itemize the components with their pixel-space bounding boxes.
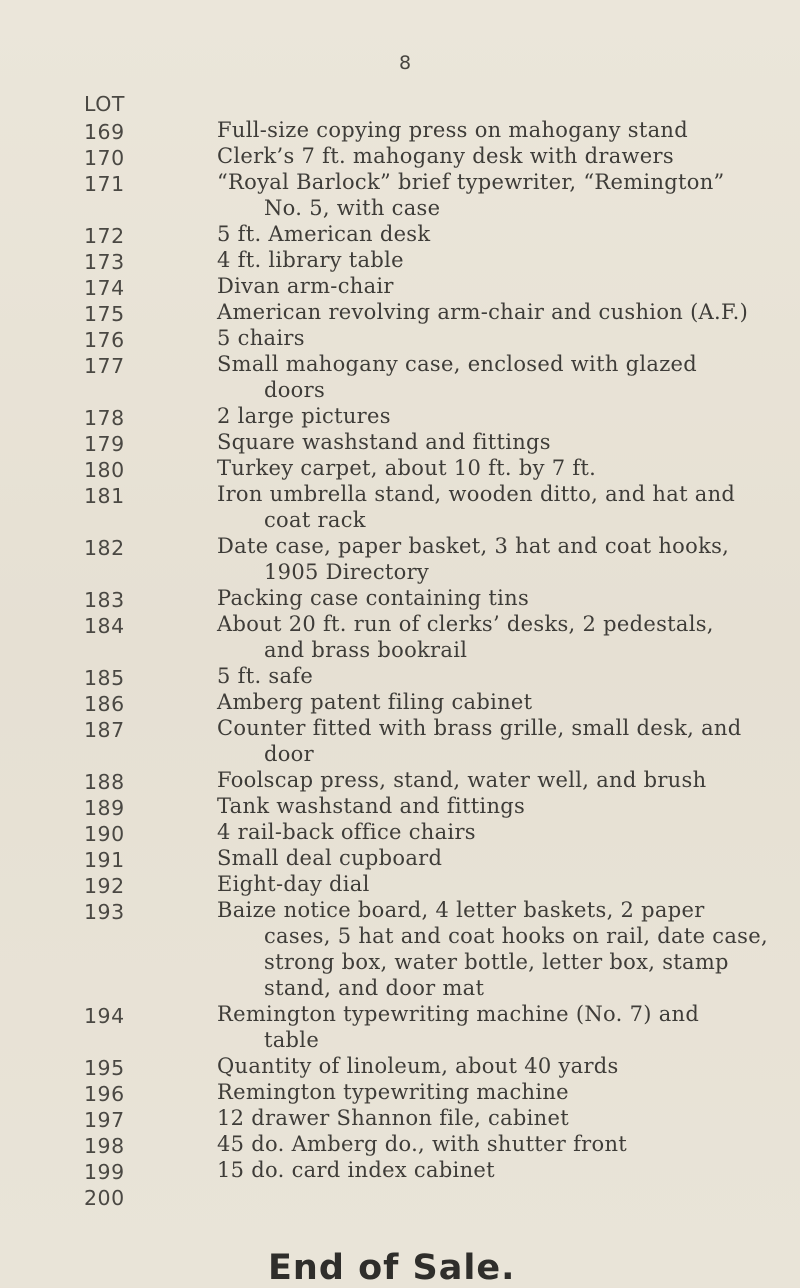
item-line: and brass bookrail xyxy=(264,638,468,662)
lot-number: 193 xyxy=(84,900,125,924)
item-line: 4 rail-back office chairs xyxy=(217,820,476,844)
item-line: 1905 Directory xyxy=(264,560,430,584)
item-line: stand, and door mat xyxy=(264,976,485,1000)
lot-number: 172 xyxy=(84,224,125,248)
lot-number: 177 xyxy=(84,354,125,378)
item-line: Full-size copying press on mahogany stand xyxy=(217,118,688,142)
lot-number: 171 xyxy=(84,172,125,196)
lot-number: 190 xyxy=(84,822,125,846)
item-line: Quantity of linoleum, about 40 yards xyxy=(217,1054,619,1078)
lot-number: 195 xyxy=(84,1056,125,1080)
item-line: doors xyxy=(264,378,326,402)
item-line: No. 5, with case xyxy=(264,196,441,220)
lot-number: 192 xyxy=(84,874,125,898)
item-line: 15 do. card index cabinet xyxy=(217,1158,495,1182)
item-line: Counter fitted with brass grille, small desk, and xyxy=(217,716,742,740)
lot-number: 182 xyxy=(84,536,125,560)
lot-number: 188 xyxy=(84,770,125,794)
item-line: Foolscap press, stand, water well, and brush xyxy=(217,768,707,792)
item-line: About 20 ft. run of clerks’ desks, 2 pedestals, xyxy=(217,612,714,636)
item-line: 2 large pictures xyxy=(217,404,391,428)
lot-number: 186 xyxy=(84,692,125,716)
item-line: 5 ft. safe xyxy=(217,664,314,688)
lot-number: 179 xyxy=(84,432,125,456)
item-line: Iron umbrella stand, wooden ditto, and hat and xyxy=(217,482,736,506)
item-line: Small mahogany case, enclosed with glazed xyxy=(217,352,698,376)
item-line: Clerk’s 7 ft. mahogany desk with drawers xyxy=(217,144,674,168)
lot-number: 170 xyxy=(84,146,125,170)
item-line: 4 ft. library table xyxy=(217,248,404,272)
item-line: table xyxy=(264,1028,320,1052)
lot-number: 185 xyxy=(84,666,125,690)
lot-number: 200 xyxy=(84,1186,125,1210)
item-line: door xyxy=(264,742,314,766)
lot-number: 196 xyxy=(84,1082,125,1106)
lot-header: LOT xyxy=(84,92,125,116)
lot-number: 176 xyxy=(84,328,125,352)
item-line: Small deal cupboard xyxy=(217,846,443,870)
item-line: Square washstand and fittings xyxy=(217,430,551,454)
end-of-sale-heading: End of Sale. xyxy=(268,1248,516,1288)
lot-number: 187 xyxy=(84,718,125,742)
lot-number: 191 xyxy=(84,848,125,872)
lot-number: 175 xyxy=(84,302,125,326)
lot-number: 173 xyxy=(84,250,125,274)
lot-number: 198 xyxy=(84,1134,125,1158)
lot-number: 178 xyxy=(84,406,125,430)
lot-number: 181 xyxy=(84,484,125,508)
lot-number: 184 xyxy=(84,614,125,638)
item-line: Turkey carpet, about 10 ft. by 7 ft. xyxy=(217,456,597,480)
lot-number: 174 xyxy=(84,276,125,300)
item-line: “Royal Barlock” brief typewriter, “Remington” xyxy=(217,170,725,194)
item-line: Divan arm-chair xyxy=(217,274,394,298)
item-line: 5 chairs xyxy=(217,326,305,350)
item-line: Amberg patent filing cabinet xyxy=(217,690,533,714)
lot-number: 194 xyxy=(84,1004,125,1028)
item-line: Eight-day dial xyxy=(217,872,370,896)
item-line: 5 ft. American desk xyxy=(217,222,431,246)
lot-number: 189 xyxy=(84,796,125,820)
item-line: American revolving arm-chair and cushion (A.F.) xyxy=(217,300,749,324)
item-line: 12 drawer Shannon file, cabinet xyxy=(217,1106,569,1130)
lot-number: 199 xyxy=(84,1160,125,1184)
item-line: cases, 5 hat and coat hooks on rail, date case, xyxy=(264,924,768,948)
item-line: 45 do. Amberg do., with shutter front xyxy=(217,1132,628,1156)
item-line: coat rack xyxy=(264,508,366,532)
lot-number: 180 xyxy=(84,458,125,482)
page-number: 8 xyxy=(398,52,412,74)
item-line: Date case, paper basket, 3 hat and coat hooks, xyxy=(217,534,730,558)
item-line: Remington typewriting machine xyxy=(217,1080,569,1104)
item-line: strong box, water bottle, letter box, stamp xyxy=(264,950,729,974)
item-line: Packing case containing tins xyxy=(217,586,530,610)
item-line: Baize notice board, 4 letter baskets, 2 paper xyxy=(217,898,705,922)
item-line: Tank washstand and fittings xyxy=(217,794,526,818)
lot-number: 197 xyxy=(84,1108,125,1132)
lot-number: 183 xyxy=(84,588,125,612)
item-line: Remington typewriting machine (No. 7) and xyxy=(217,1002,700,1026)
lot-number: 169 xyxy=(84,120,125,144)
